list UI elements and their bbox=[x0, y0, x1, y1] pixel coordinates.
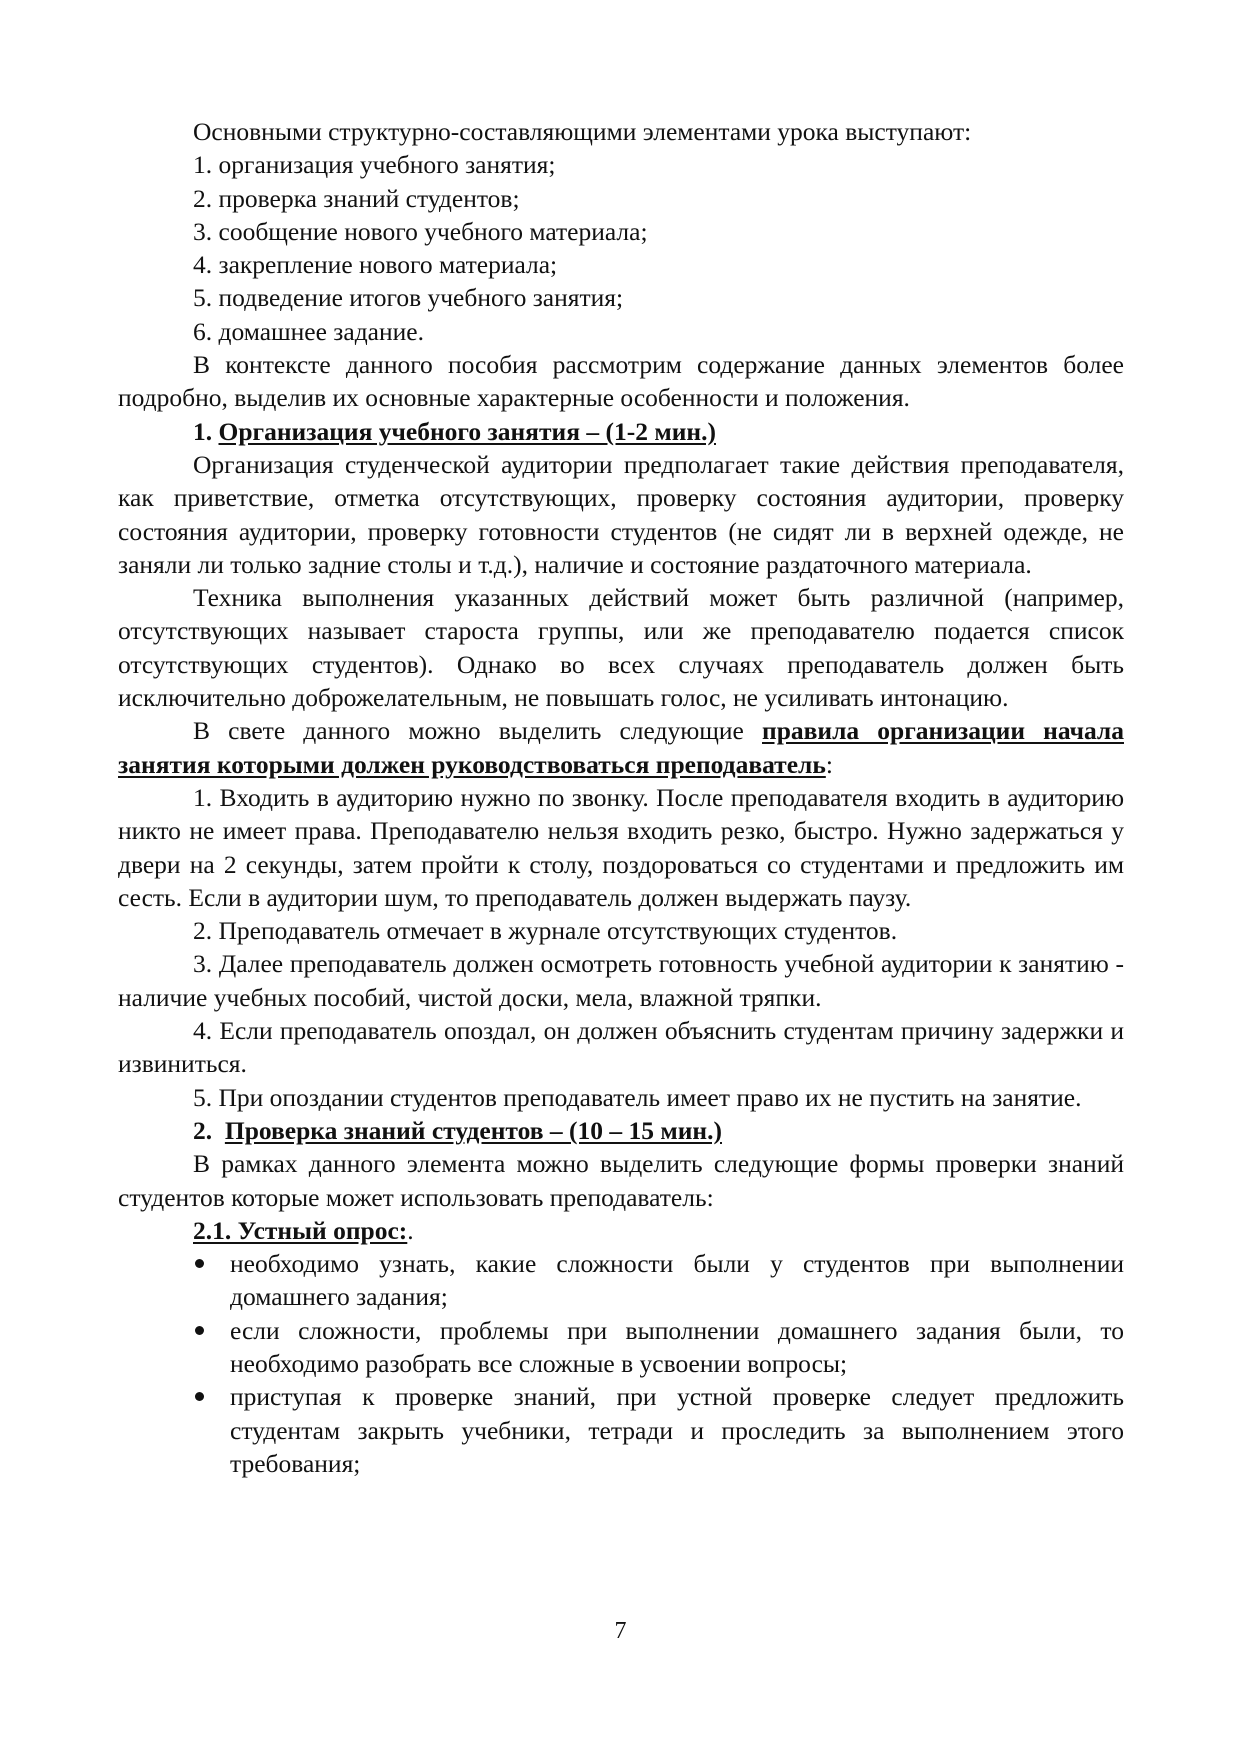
bullet-dot-icon bbox=[195, 1326, 204, 1335]
intro-text: Основными структурно-составляющими элементами урока выступают: bbox=[193, 117, 972, 146]
document-page bbox=[118, 115, 1124, 1480]
rules-tail: : bbox=[825, 749, 833, 779]
bullet-item bbox=[193, 1247, 1124, 1314]
subsection-2-1-tail: . bbox=[407, 1215, 414, 1245]
section-2-heading bbox=[118, 1114, 1124, 1147]
list-item: 5. подведение итогов учебного занятия; bbox=[193, 283, 624, 313]
bullet-text: приступая к проверке знаний, при устной проверке следует предложить студентам закрыть учебники, тетради и проследить за выполнением этого требования; bbox=[230, 1382, 1124, 1478]
list-item: 3. сообщение нового учебного материала; bbox=[193, 216, 648, 246]
section-2-title: Проверка знаний студентов – (10 – 15 мин.) bbox=[224, 1115, 722, 1145]
section-1-number: 1. bbox=[193, 416, 213, 446]
bullet-dot-icon bbox=[195, 1259, 204, 1268]
subsection-2-1-heading bbox=[118, 1214, 1124, 1247]
section-1-heading bbox=[118, 415, 1124, 448]
bullet-item bbox=[193, 1380, 1124, 1480]
rules-lead: В свете данного можно выделить следующие bbox=[193, 716, 763, 746]
section-2-number: 2. bbox=[193, 1115, 213, 1145]
bullet-dot-icon bbox=[195, 1392, 204, 1401]
list-item: 2. проверка знаний студентов; bbox=[193, 183, 520, 213]
section-2-paragraph-1: В рамках данного элемента можно выделить следующие формы проверки знаний студентов которые может использовать преподаватель: bbox=[118, 1149, 1124, 1212]
section-1-title: Организация учебного занятия – (1-2 мин.) bbox=[218, 416, 716, 446]
rules-emphasis: правила организации начала занятия которыми должен руководствоваться преподаватель bbox=[118, 716, 1124, 779]
list-item: 4. закрепление нового материала; bbox=[193, 250, 558, 280]
subsection-2-1-title: 2.1. Устный опрос: bbox=[193, 1215, 408, 1245]
bullet-text: необходимо узнать, какие сложности были у студентов при выполнении домашнего задания; bbox=[230, 1249, 1124, 1312]
bullet-text: если сложности, проблемы при выполнении домашнего задания были, то необходимо разобрать все сложные в усвоении вопросы; bbox=[230, 1315, 1124, 1378]
oral-quiz-bullets bbox=[118, 1247, 1124, 1480]
rule-item: 3. Далее преподаватель должен осмотреть готовность учебной аудитории к занятию - наличие учебных пособий, чистой доски, мела, влажной тряпки. bbox=[118, 949, 1124, 1012]
rule-item: 2. Преподаватель отмечает в журнале отсутствующих студентов. bbox=[193, 916, 898, 946]
page-number: 7 bbox=[614, 1618, 627, 1644]
section-1-paragraph-1: Организация студенческой аудитории предполагает такие действия преподавателя, как приветствие, отметка отсутствующих, проверку состояния аудитории, проверку состояния аудитории, проверку готовности студентов (не сидят ли в верхней одежде, не заняли ли только задние столы и т.д.), наличие и состояние раздаточного материала. bbox=[118, 449, 1124, 579]
rules-intro-paragraph bbox=[118, 714, 1124, 781]
list-item: 1. организация учебного занятия; bbox=[193, 150, 556, 180]
bullet-item bbox=[193, 1314, 1124, 1381]
section-1-paragraph-2: Техника выполнения указанных действий может быть различной (например, отсутствующих называет староста группы, или же преподавателю подается список отсутствующих студентов). Однако во всех случаях преподаватель должен быть исключительно доброжелательным, не повышать голос, не усиливать интонацию. bbox=[118, 583, 1124, 713]
rule-item: 1. Входить в аудиторию нужно по звонку. После преподавателя входить в аудиторию никто не имеет права. Преподавателю нельзя входить резко, быстро. Нужно задержаться у двери на 2 секунды, затем пройти к столу, поздороваться со студентами и предложить им сесть. Если в аудитории шум, то преподаватель должен выдержать паузу. bbox=[118, 782, 1124, 912]
context-paragraph: В контексте данного пособия рассмотрим содержание данных элементов более подробно, выделив их основные характерные особенности и положения. bbox=[118, 350, 1124, 413]
elements-list bbox=[118, 148, 1124, 348]
rule-item: 5. При опоздании студентов преподаватель имеет право их не пустить на занятие. bbox=[193, 1082, 1082, 1112]
list-item: 6. домашнее задание. bbox=[193, 316, 424, 346]
rule-item: 4. Если преподаватель опоздал, он должен объяснить студентам причину задержки и извиниться. bbox=[118, 1016, 1124, 1079]
